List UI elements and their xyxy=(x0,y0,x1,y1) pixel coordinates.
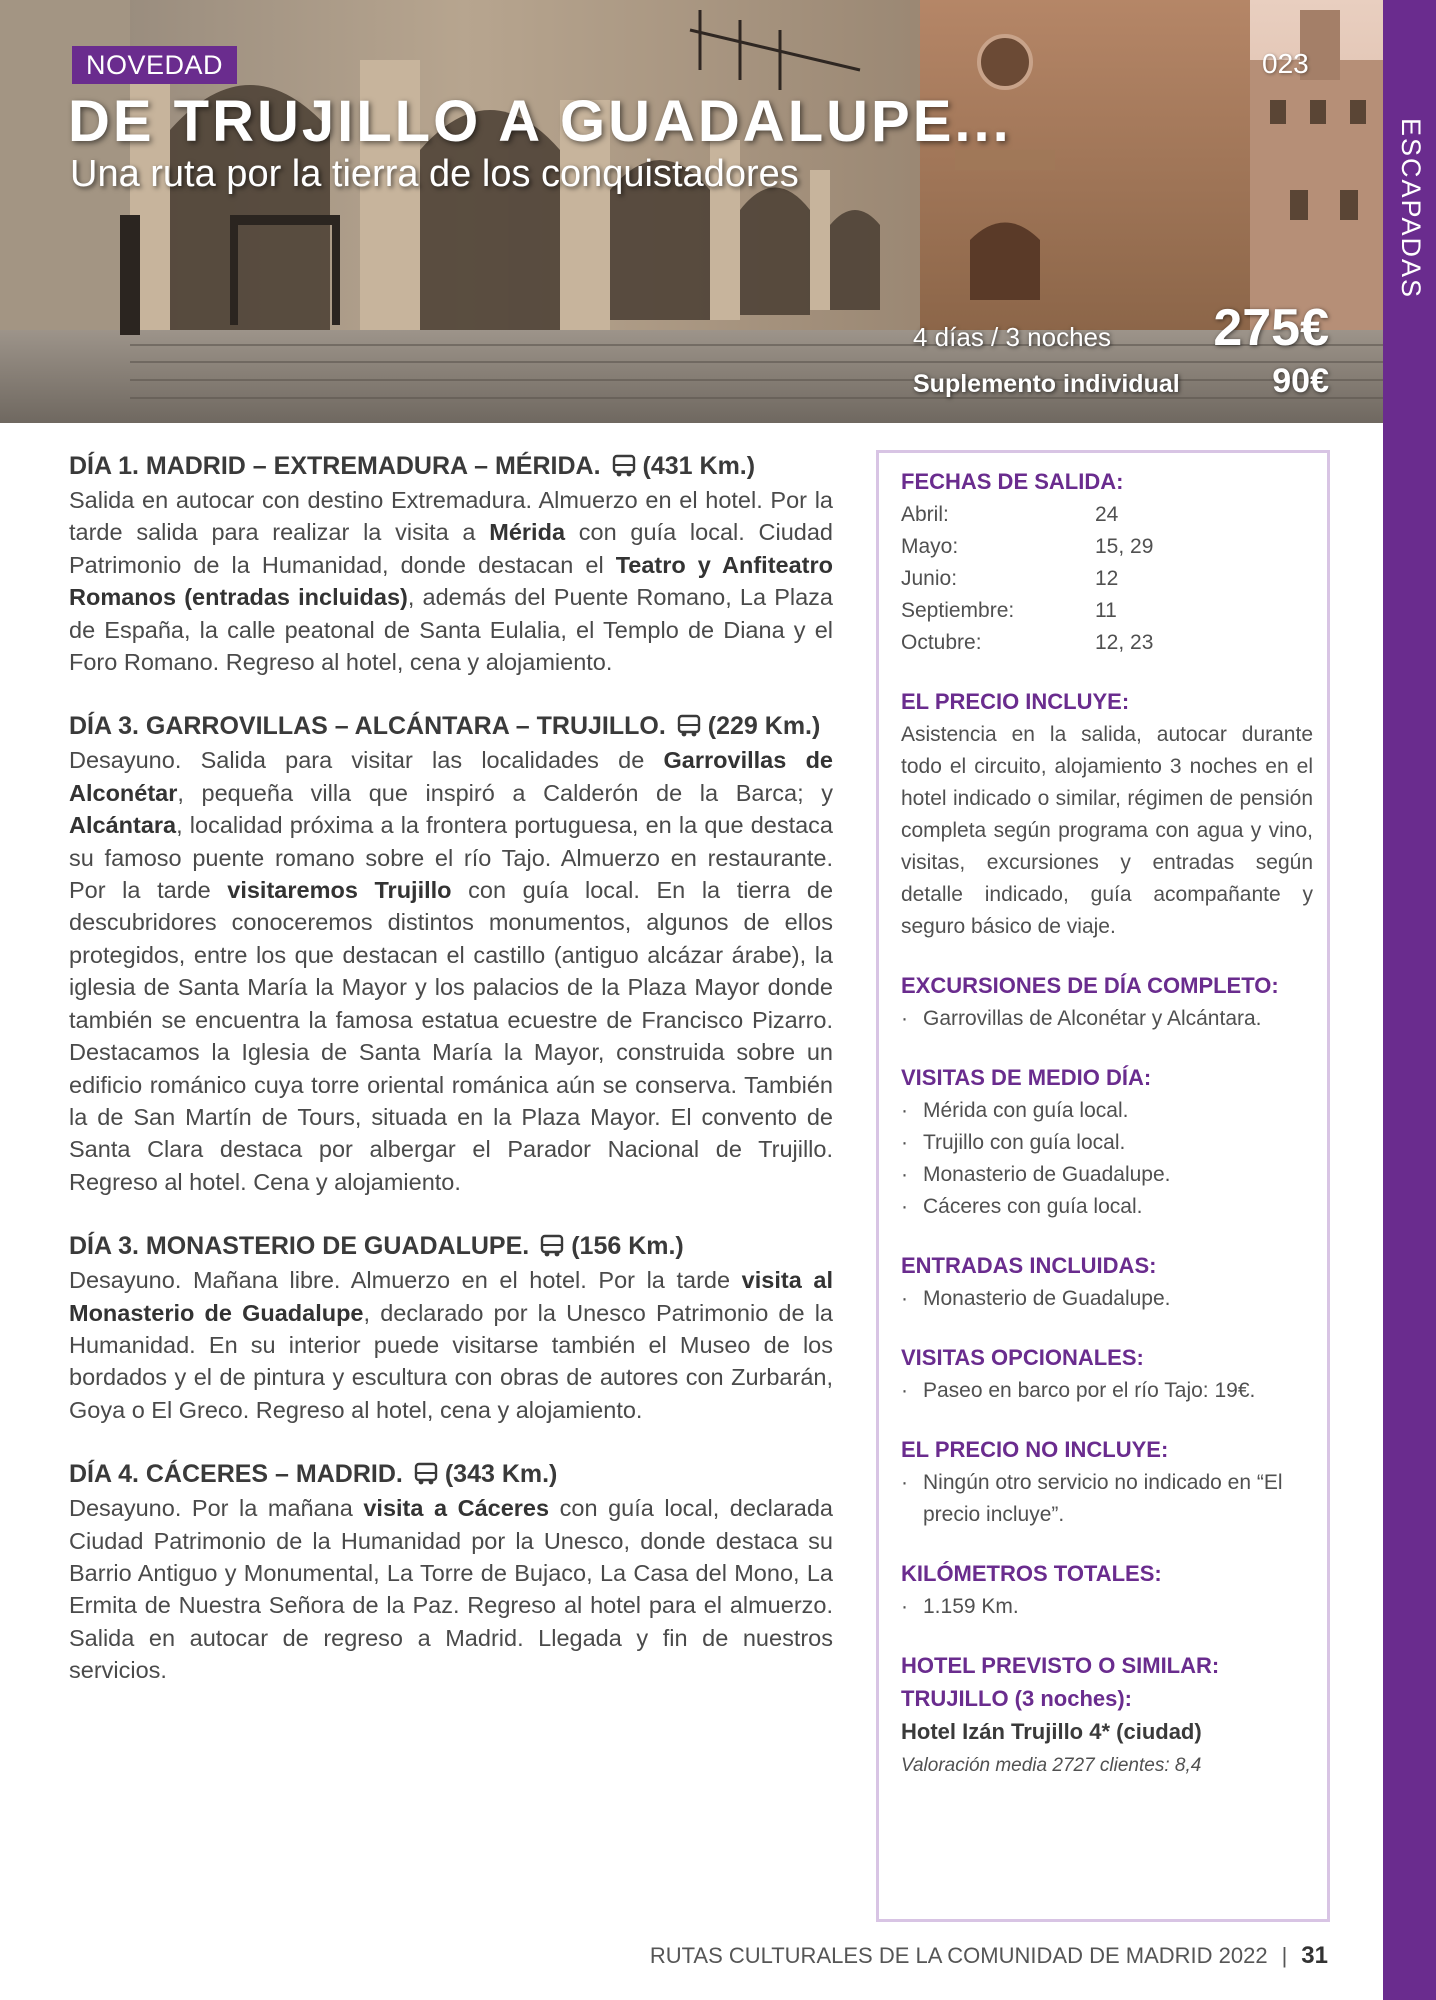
departure-month: Septiembre: xyxy=(901,599,1015,622)
day-heading xyxy=(69,708,833,744)
day-description xyxy=(69,744,833,1198)
departure-month: Octubre: xyxy=(901,631,982,654)
footer-separator: | xyxy=(1281,1943,1288,1968)
bullet-icon: · xyxy=(901,1007,908,1030)
departure-date-row xyxy=(901,499,1313,531)
bullet-icon: · xyxy=(901,1595,908,1618)
price-includes-heading: EL PRECIO INCLUYE: xyxy=(901,689,1130,714)
hotel-section xyxy=(901,1649,1313,1783)
page-number: 31 xyxy=(1301,1942,1328,1969)
highlight-text: Mérida xyxy=(489,519,566,546)
list-item-text: Monasterio de Guadalupe. xyxy=(923,1287,1171,1310)
day-title: DÍA 3. GARROVILLAS – ALCÁNTARA – TRUJILLO. xyxy=(69,711,666,740)
itinerary-day xyxy=(69,1228,833,1426)
list-item-text: 1.159 Km. xyxy=(923,1595,1019,1618)
day-description xyxy=(69,1492,833,1686)
body-text: Salida en autocar con destino Extremadura. Almuerzo en el hotel. Por la tarde salida para realizar la visita a xyxy=(69,487,833,546)
bullet-icon: · xyxy=(901,1471,908,1494)
body-text: con guía local, declarada Ciudad Patrimonio de la Humanidad por la Unesco, donde destaca su Barrio Antiguo y Monumental, La Torre de Bujaco, La Casa del Mono, La Ermita de Nuestra Señora de la Paz. Regreso al hotel para el almuerzo. Salida en autocar de regreso a Madrid. Llegada y fin de nuestros servicios. xyxy=(69,1495,833,1684)
hotel-city: TRUJILLO (3 noches): xyxy=(901,1686,1133,1711)
bus-icon xyxy=(676,714,702,738)
trip-price: 275€ xyxy=(1213,299,1329,357)
half-day-visits-section xyxy=(901,1061,1313,1223)
day-heading xyxy=(69,1456,833,1492)
itinerary-day xyxy=(69,448,833,678)
departure-date-row xyxy=(901,627,1313,659)
day-description xyxy=(69,484,833,678)
single-supplement-label: Suplemento individual xyxy=(913,370,1180,398)
total-km-heading: KILÓMETROS TOTALES: xyxy=(901,1561,1162,1586)
bullet-icon: · xyxy=(901,1099,908,1122)
page-subtitle: Una ruta por la tierra de los conquistadores xyxy=(70,153,799,195)
trip-info-box xyxy=(876,450,1330,1922)
hotel-heading: HOTEL PREVISTO O SIMILAR: xyxy=(901,1653,1220,1678)
section-label: ESCAPADAS xyxy=(1396,118,1426,300)
departure-dates-heading: FECHAS DE SALIDA: xyxy=(901,469,1124,494)
full-day-excursions-heading: EXCURSIONES DE DÍA COMPLETO: xyxy=(901,973,1279,998)
bus-icon xyxy=(413,1462,439,1486)
bullet-icon: · xyxy=(901,1163,908,1186)
departure-dates-section xyxy=(901,465,1313,659)
included-tickets-heading: ENTRADAS INCLUIDAS: xyxy=(901,1253,1157,1278)
highlight-text: visitaremos Trujillo xyxy=(227,877,452,904)
list-item xyxy=(901,1095,1313,1127)
list-item-text: Mérida con guía local. xyxy=(923,1099,1129,1122)
departure-date-row xyxy=(901,531,1313,563)
price-excludes-heading: EL PRECIO NO INCLUYE: xyxy=(901,1437,1169,1462)
price-includes-section xyxy=(901,685,1313,943)
list-item xyxy=(901,1127,1313,1159)
list-item xyxy=(901,1159,1313,1191)
highlight-text: visita a Cáceres xyxy=(363,1495,550,1522)
section-side-band xyxy=(1383,0,1436,2000)
highlight-text: visita al Monasterio de Guadalupe xyxy=(69,1267,833,1326)
included-tickets-list xyxy=(901,1283,1313,1315)
list-item xyxy=(901,1375,1313,1407)
included-tickets-section xyxy=(901,1249,1313,1315)
day-distance: (431 Km.) xyxy=(642,451,756,480)
optional-visits-list xyxy=(901,1375,1313,1407)
list-item-text: Ningún otro servicio no indicado en “El precio incluye”. xyxy=(923,1471,1283,1526)
list-item xyxy=(901,1591,1313,1623)
day-distance: (229 Km.) xyxy=(707,711,821,740)
day-heading xyxy=(69,1228,833,1264)
list-item xyxy=(901,1283,1313,1315)
body-text: , localidad próxima a la frontera portuguesa, en la que destaca su famoso puente romano sobre el río Tajo. Almuerzo en restaurante. Por la tarde xyxy=(69,812,833,904)
list-item xyxy=(901,1191,1313,1223)
list-item xyxy=(901,1467,1313,1531)
page-title: DE TRUJILLO A GUADALUPE... xyxy=(68,89,1012,154)
highlight-text: Alcántara xyxy=(69,812,177,839)
optional-visits-section xyxy=(901,1341,1313,1407)
day-description xyxy=(69,1264,833,1426)
day-distance: (156 Km.) xyxy=(571,1231,684,1260)
total-km-section xyxy=(901,1557,1313,1623)
itinerary-day xyxy=(69,1456,833,1686)
list-item xyxy=(901,1003,1313,1035)
day-heading xyxy=(69,448,833,484)
hotel-name: Hotel Izán Trujillo 4* (ciudad) xyxy=(901,1719,1202,1744)
body-text: Desayuno. Salida para visitar las localidades de xyxy=(69,747,664,774)
list-item-text: Paseo en barco por el río Tajo: 19€. xyxy=(923,1379,1256,1402)
departure-days: 12, 23 xyxy=(1095,631,1154,654)
body-text: , además del Puente Romano, La Plaza de España, la calle peatonal de Santa Eulalia, el Templo de Diana y el Foro Romano. Regreso al hotel, cena y alojamiento. xyxy=(69,584,833,676)
body-text: Desayuno. Por la mañana xyxy=(69,1495,364,1522)
body-text: con guía local. En la tierra de descubridores conoceremos distintos monumentos, algunos de ellos protegidos, entre los que destacan el castillo (antiguo alcázar árabe), la iglesia de Santa María la Mayor y los palacios de la Plaza Mayor donde también se encuentra la famosa estatua ecuestre de Francisco Pizarro. Destacamos la Iglesia de Santa María la Mayor, construida sobre un edificio románico cuya torre oriental románica aún se conserva. También la de San Martín de Tours, situada en la Plaza Mayor. El convento de Santa Clara destaca por albergar el Parador Nacional de Trujillo. Regreso al hotel. Cena y alojamiento. xyxy=(69,877,834,1195)
price-excludes-section xyxy=(901,1433,1313,1531)
half-day-visits-heading: VISITAS DE MEDIO DÍA: xyxy=(901,1065,1152,1090)
list-item-text: Monasterio de Guadalupe. xyxy=(923,1163,1171,1186)
trip-duration: 4 días / 3 noches xyxy=(913,322,1112,352)
bus-icon xyxy=(611,454,637,478)
day-title: DÍA 3. MONASTERIO DE GUADALUPE. xyxy=(69,1231,530,1260)
bullet-icon: · xyxy=(901,1379,908,1402)
list-item-text: Cáceres con guía local. xyxy=(923,1195,1143,1218)
bullet-icon: · xyxy=(901,1195,908,1218)
body-text: , pequeña villa que inspiró a Calderón de la Barca; y xyxy=(177,779,833,806)
departure-days: 15, 29 xyxy=(1095,535,1154,558)
half-day-visits-list xyxy=(901,1095,1313,1223)
departure-date-row xyxy=(901,595,1313,627)
day-distance: (343 Km.) xyxy=(444,1459,558,1488)
optional-visits-heading: VISITAS OPCIONALES: xyxy=(901,1345,1144,1370)
body-text: , declarado por la Unesco Patrimonio de la Humanidad. En su interior puede visitarse también el Museo de los bordados y el de pintura y escultura con obras de autores con Zurbarán, Goya o El Greco. Regreso al hotel, cena y alojamiento. xyxy=(69,1299,833,1423)
price-excludes-list xyxy=(901,1467,1313,1531)
body-text: Desayuno. Mañana libre. Almuerzo en el hotel. Por la tarde xyxy=(69,1267,742,1294)
page-footer xyxy=(650,1942,1328,1970)
departure-days: 12 xyxy=(1095,567,1119,590)
departure-month: Abril: xyxy=(901,503,949,526)
bullet-icon: · xyxy=(901,1287,908,1310)
novelty-badge: NOVEDAD xyxy=(72,46,237,84)
trip-reference-number: 023 xyxy=(1262,48,1309,79)
list-item-text: Trujillo con guía local. xyxy=(923,1131,1126,1154)
hero-image xyxy=(0,0,1383,423)
hotel-rating: Valoración media 2727 clientes: 8,4 xyxy=(901,1755,1202,1776)
highlight-text: Garrovillas de Alconétar xyxy=(69,747,833,806)
highlight-text: Teatro y Anfiteatro Romanos (entradas incluidas) xyxy=(69,551,833,611)
publication-title: RUTAS CULTURALES DE LA COMUNIDAD DE MADRID 2022 xyxy=(649,1943,1268,1968)
departure-dates-list xyxy=(901,499,1313,659)
body-text: con guía local. Ciudad Patrimonio de la Humanidad, donde destacan el xyxy=(69,519,834,578)
departure-month: Mayo: xyxy=(901,535,959,558)
day-title: DÍA 4. CÁCERES – MADRID. xyxy=(69,1459,403,1488)
itinerary-day xyxy=(69,708,833,1198)
departure-days: 24 xyxy=(1095,503,1119,526)
bullet-icon: · xyxy=(901,1131,908,1154)
day-title: DÍA 1. MADRID – EXTREMADURA – MÉRIDA. xyxy=(69,451,601,480)
total-km-list xyxy=(901,1591,1313,1623)
itinerary xyxy=(69,448,833,1717)
list-item-text: Garrovillas de Alconétar y Alcántara. xyxy=(923,1007,1262,1030)
full-day-excursions-section xyxy=(901,969,1313,1035)
price-includes-text: Asistencia en la salida, autocar durante todo el circuito, alojamiento 3 noches en el hotel indicado o similar, régimen de pensión completa según programa con agua y vino, visitas, excursiones y entradas según detalle indicado, guía acompañante y seguro básico de viaje. xyxy=(901,723,1313,938)
bus-icon xyxy=(539,1234,565,1258)
departure-date-row xyxy=(901,563,1313,595)
departure-month: Junio: xyxy=(901,567,958,590)
single-supplement-price: 90€ xyxy=(1272,362,1329,400)
departure-days: 11 xyxy=(1095,599,1117,622)
full-day-excursions-list xyxy=(901,1003,1313,1035)
